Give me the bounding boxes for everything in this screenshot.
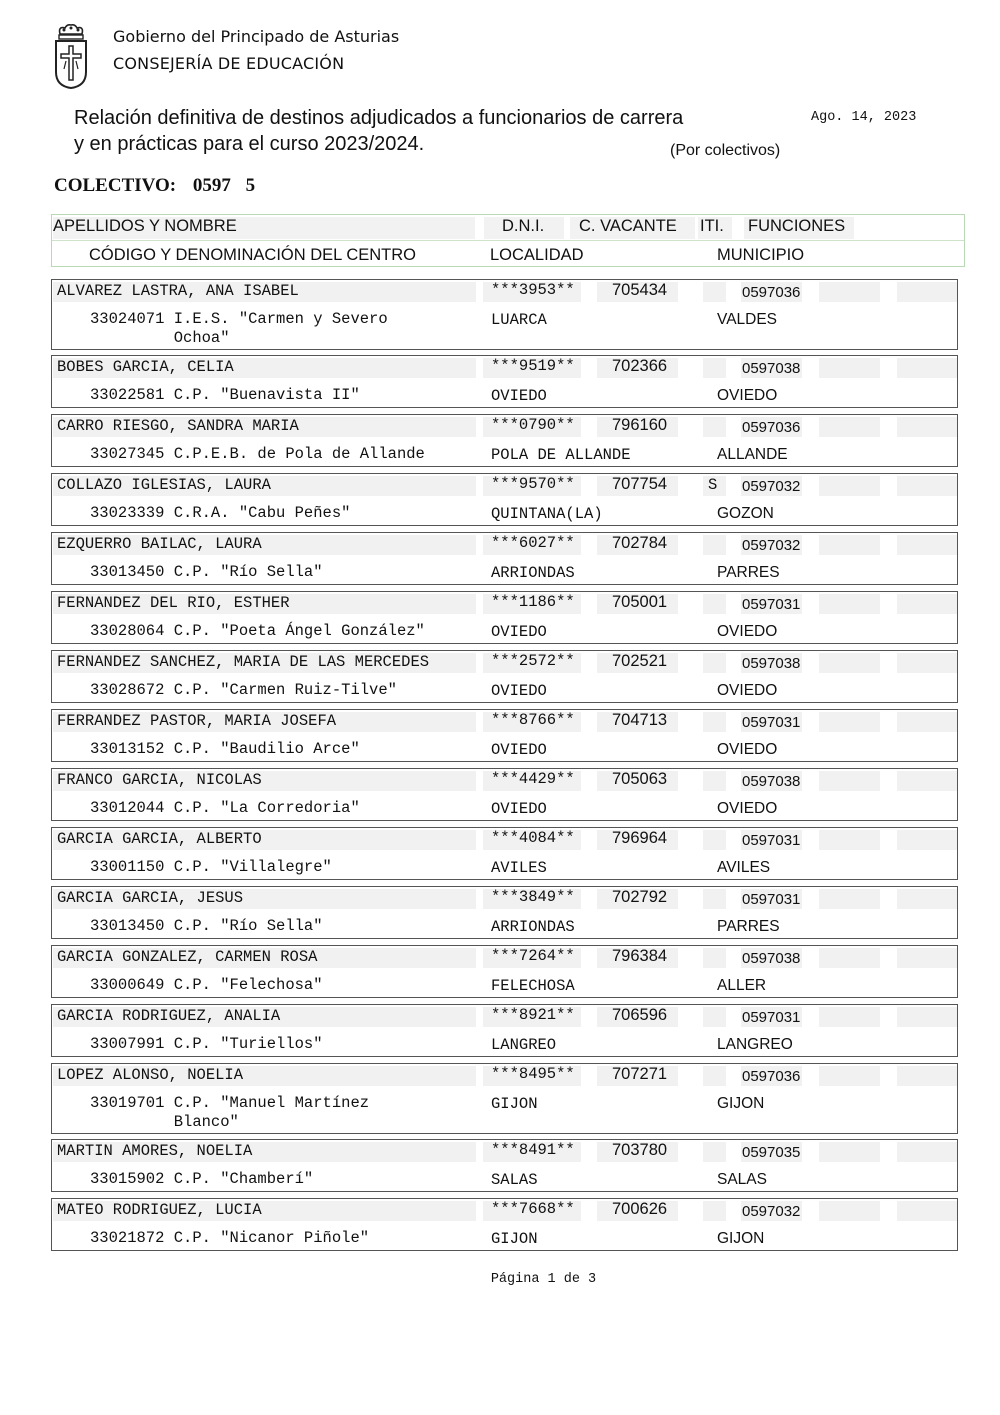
- record-center: 33028064 C.P. "Poeta Ángel González": [90, 622, 425, 640]
- row-shade: [897, 594, 957, 614]
- record-locality: OVIEDO: [491, 623, 547, 641]
- record-row: [51, 591, 958, 644]
- record-locality: LANGREO: [491, 1036, 557, 1054]
- record-name: EZQUERRO BAILAC, LAURA: [57, 535, 262, 553]
- row-shade: [819, 712, 880, 732]
- row-shade: [703, 889, 726, 909]
- record-vacancy: 705434: [612, 281, 668, 299]
- record-vacancy: 702366: [612, 357, 668, 375]
- row-shade: [703, 1201, 726, 1221]
- row-shade: [819, 1201, 880, 1221]
- record-name: GARCIA GARCIA, JESUS: [57, 889, 244, 907]
- record-name: FERNANDEZ SANCHEZ, MARIA DE LAS MERCEDES: [57, 653, 430, 671]
- record-center: 33021872 C.P. "Nicanor Piñole": [90, 1229, 370, 1247]
- record-center: 33022581 C.P. "Buenavista II": [90, 386, 360, 404]
- record-dni: ***2572**: [491, 652, 575, 670]
- record-municipality: SALAS: [717, 1171, 767, 1188]
- record-locality: OVIEDO: [491, 800, 547, 818]
- column-vacancy: C. VACANTE: [579, 217, 677, 235]
- column-name: APELLIDOS Y NOMBRE: [53, 217, 237, 235]
- record-functions: 0597036: [742, 419, 801, 436]
- column-iti: ITI.: [700, 217, 724, 235]
- record-vacancy: 704713: [612, 711, 668, 729]
- row-shade: [819, 1142, 880, 1162]
- document-title-line-1: Relación definitiva de destinos adjudicados a funcionarios de carrera: [74, 107, 684, 129]
- record-municipality: AVILES: [717, 859, 771, 876]
- row-shade: [819, 830, 880, 850]
- row-shade: [703, 712, 726, 732]
- record-row: [51, 945, 958, 998]
- record-row: [51, 414, 958, 467]
- record-dni: ***9519**: [491, 357, 575, 375]
- row-shade: [897, 830, 957, 850]
- record-municipality: OVIEDO: [717, 682, 778, 699]
- record-row: [51, 827, 958, 880]
- row-shade: [897, 889, 957, 909]
- record-center: 33007991 C.P. "Turiellos": [90, 1035, 323, 1053]
- record-dni: ***3953**: [491, 281, 575, 299]
- record-row: [51, 650, 958, 703]
- record-municipality: GIJON: [717, 1095, 765, 1112]
- row-shade: [703, 771, 726, 791]
- record-vacancy: 707754: [612, 475, 668, 493]
- record-functions: 0597035: [742, 1144, 801, 1161]
- record-vacancy: 706596: [612, 1006, 668, 1024]
- department-name: CONSEJERÍA DE EDUCACIÓN: [113, 54, 345, 73]
- record-name: FERNANDEZ DEL RIO, ESTHER: [57, 594, 290, 612]
- record-name: FERRANDEZ PASTOR, MARIA JOSEFA: [57, 712, 337, 730]
- row-shade: [703, 1066, 726, 1086]
- record-row: [51, 1198, 958, 1251]
- column-functions: FUNCIONES: [748, 217, 846, 235]
- record-row: [51, 1063, 958, 1134]
- record-center: 33019701 C.P. "Manuel Martínez Blanco": [90, 1094, 370, 1131]
- record-vacancy: 700626: [612, 1200, 668, 1218]
- record-center: 33012044 C.P. "La Corredoria": [90, 799, 360, 817]
- record-functions: 0597032: [742, 1203, 801, 1220]
- row-shade: [897, 712, 957, 732]
- record-municipality: GIJON: [717, 1230, 765, 1247]
- row-shade: [703, 830, 726, 850]
- record-municipality: PARRES: [717, 918, 780, 935]
- record-dni: ***6027**: [491, 534, 575, 552]
- record-vacancy: 796384: [612, 947, 668, 965]
- record-municipality: ALLER: [717, 977, 767, 994]
- row-shade: [897, 417, 957, 437]
- row-shade: [819, 594, 880, 614]
- record-functions: 0597038: [742, 773, 801, 790]
- record-functions: 0597036: [742, 1068, 801, 1085]
- page-number: Página 1 de 3: [490, 1272, 597, 1287]
- record-municipality: OVIEDO: [717, 741, 778, 758]
- row-shade: [897, 358, 957, 378]
- record-center: 33013152 C.P. "Baudilio Arce": [90, 740, 360, 758]
- row-shade: [703, 1142, 726, 1162]
- record-name: FRANCO GARCIA, NICOLAS: [57, 771, 262, 789]
- record-vacancy: 796964: [612, 829, 668, 847]
- record-vacancy: 796160: [612, 416, 668, 434]
- record-row: [51, 709, 958, 762]
- row-shade: [897, 948, 957, 968]
- record-municipality: PARRES: [717, 564, 780, 581]
- record-municipality: OVIEDO: [717, 387, 778, 404]
- record-vacancy: 705001: [612, 593, 668, 611]
- record-dni: ***7668**: [491, 1200, 575, 1218]
- record-name: MARTIN AMORES, NOELIA: [57, 1142, 253, 1160]
- record-dni: ***8766**: [491, 711, 575, 729]
- record-functions: 0597038: [742, 360, 801, 377]
- record-functions: 0597038: [742, 655, 801, 672]
- row-shade: [819, 1007, 880, 1027]
- record-functions: 0597031: [742, 596, 801, 613]
- record-locality: ARRIONDAS: [491, 918, 575, 936]
- record-dni: ***1186**: [491, 593, 575, 611]
- record-iti: S: [708, 476, 718, 494]
- row-shade: [703, 653, 726, 673]
- row-shade: [819, 358, 880, 378]
- record-dni: ***7264**: [491, 947, 575, 965]
- record-center: 33013450 C.P. "Río Sella": [90, 563, 323, 581]
- collective-heading: [54, 175, 255, 197]
- record-locality: ARRIONDAS: [491, 564, 575, 582]
- record-locality: AVILES: [491, 859, 547, 877]
- record-locality: FELECHOSA: [491, 977, 575, 995]
- record-locality: OVIEDO: [491, 741, 547, 759]
- record-name: COLLAZO IGLESIAS, LAURA: [57, 476, 271, 494]
- record-vacancy: 707271: [612, 1065, 668, 1083]
- row-shade: [897, 771, 957, 791]
- record-functions: 0597036: [742, 284, 801, 301]
- column-dni: D.N.I.: [502, 217, 545, 235]
- record-row: [51, 279, 958, 350]
- record-vacancy: 702784: [612, 534, 668, 552]
- row-shade: [897, 282, 957, 302]
- record-name: GARCIA GARCIA, ALBERTO: [57, 830, 262, 848]
- row-shade: [819, 771, 880, 791]
- record-center: 33000649 C.P. "Felechosa": [90, 976, 323, 994]
- record-dni: ***8921**: [491, 1006, 575, 1024]
- record-dni: ***8491**: [491, 1141, 575, 1159]
- record-functions: 0597031: [742, 1009, 801, 1026]
- record-locality: GIJON: [491, 1230, 538, 1248]
- record-functions: 0597031: [742, 832, 801, 849]
- record-name: CARRO RIESGO, SANDRA MARIA: [57, 417, 299, 435]
- record-row: [51, 355, 958, 408]
- record-center: 33023339 C.R.A. "Cabu Peñes": [90, 504, 351, 522]
- column-center: CÓDIGO Y DENOMINACIÓN DEL CENTRO: [89, 246, 416, 264]
- record-locality: OVIEDO: [491, 682, 547, 700]
- row-shade: [819, 653, 880, 673]
- row-shade: [897, 1201, 957, 1221]
- record-locality: POLA DE ALLANDE: [491, 446, 631, 464]
- collective-label: COLECTIVO:: [54, 175, 177, 196]
- collective-number: 5: [245, 175, 256, 196]
- header-divider: [52, 240, 964, 241]
- grouping-note: (Por colectivos): [670, 142, 781, 159]
- record-municipality: OVIEDO: [717, 623, 778, 640]
- record-name: LOPEZ ALONSO, NOELIA: [57, 1066, 244, 1084]
- row-shade: [819, 535, 880, 555]
- column-municipality: MUNICIPIO: [717, 246, 805, 264]
- record-row: [51, 1004, 958, 1057]
- row-shade: [703, 594, 726, 614]
- record-dni: ***4429**: [491, 770, 575, 788]
- record-vacancy: 705063: [612, 770, 668, 788]
- record-name: GARCIA RODRIGUEZ, ANALIA: [57, 1007, 281, 1025]
- row-shade: [819, 1066, 880, 1086]
- row-shade: [703, 417, 726, 437]
- record-locality: LUARCA: [491, 311, 547, 329]
- record-functions: 0597038: [742, 950, 801, 967]
- record-functions: 0597031: [742, 891, 801, 908]
- record-functions: 0597031: [742, 714, 801, 731]
- collective-code: 0597: [192, 175, 231, 196]
- record-dni: ***0790**: [491, 416, 575, 434]
- record-vacancy: 703780: [612, 1141, 668, 1159]
- row-shade: [819, 476, 880, 496]
- record-dni: ***3849**: [491, 888, 575, 906]
- record-dni: ***4084**: [491, 829, 575, 847]
- record-center: 33024071 I.E.S. "Carmen y Severo Ochoa": [90, 310, 388, 347]
- record-municipality: OVIEDO: [717, 800, 778, 817]
- row-shade: [819, 889, 880, 909]
- record-dni: ***9570**: [491, 475, 575, 493]
- record-locality: QUINTANA(LA): [491, 505, 603, 523]
- record-name: ALVAREZ LASTRA, ANA ISABEL: [57, 282, 299, 300]
- record-locality: GIJON: [491, 1095, 538, 1113]
- record-municipality: LANGREO: [717, 1036, 793, 1053]
- record-center: 33027345 C.P.E.B. de Pola de Allande: [90, 445, 425, 463]
- government-name: Gobierno del Principado de Asturias: [113, 27, 400, 46]
- record-center: 33001150 C.P. "Villalegre": [90, 858, 332, 876]
- record-row: [51, 473, 958, 526]
- record-name: MATEO RODRIGUEZ, LUCIA: [57, 1201, 262, 1219]
- record-name: GARCIA GONZALEZ, CARMEN ROSA: [57, 948, 318, 966]
- record-center: 33013450 C.P. "Río Sella": [90, 917, 323, 935]
- record-functions: 0597032: [742, 537, 801, 554]
- record-locality: OVIEDO: [491, 387, 547, 405]
- row-shade: [897, 1142, 957, 1162]
- row-shade: [703, 535, 726, 555]
- record-center: 33028672 C.P. "Carmen Ruiz-Tilve": [90, 681, 397, 699]
- record-vacancy: 702792: [612, 888, 668, 906]
- document-title-line-2: y en prácticas para el curso 2023/2024.: [74, 133, 425, 155]
- record-vacancy: 702521: [612, 652, 668, 670]
- document-date: Ago. 14, 2023: [811, 110, 917, 125]
- row-shade: [897, 535, 957, 555]
- row-shade: [819, 282, 880, 302]
- row-shade: [703, 948, 726, 968]
- row-shade: [703, 282, 726, 302]
- record-dni: ***8495**: [491, 1065, 575, 1083]
- row-shade: [703, 1007, 726, 1027]
- record-locality: SALAS: [491, 1171, 538, 1189]
- row-shade: [819, 417, 880, 437]
- row-shade: [819, 948, 880, 968]
- row-shade: [897, 476, 957, 496]
- row-shade: [897, 1007, 957, 1027]
- record-municipality: ALLANDE: [717, 446, 788, 463]
- record-municipality: GOZON: [717, 505, 774, 522]
- row-shade: [897, 653, 957, 673]
- row-shade: [703, 358, 726, 378]
- record-functions: 0597032: [742, 478, 801, 495]
- column-header: [51, 214, 965, 267]
- record-row: [51, 886, 958, 939]
- row-shade: [897, 1066, 957, 1086]
- asturias-crest-logo: [52, 24, 90, 90]
- record-name: BOBES GARCIA, CELIA: [57, 358, 234, 376]
- column-locality: LOCALIDAD: [490, 246, 584, 264]
- record-row: [51, 1139, 958, 1192]
- record-row: [51, 768, 958, 821]
- record-center: 33015902 C.P. "Chamberí": [90, 1170, 314, 1188]
- record-row: [51, 532, 958, 585]
- record-municipality: VALDES: [717, 311, 778, 328]
